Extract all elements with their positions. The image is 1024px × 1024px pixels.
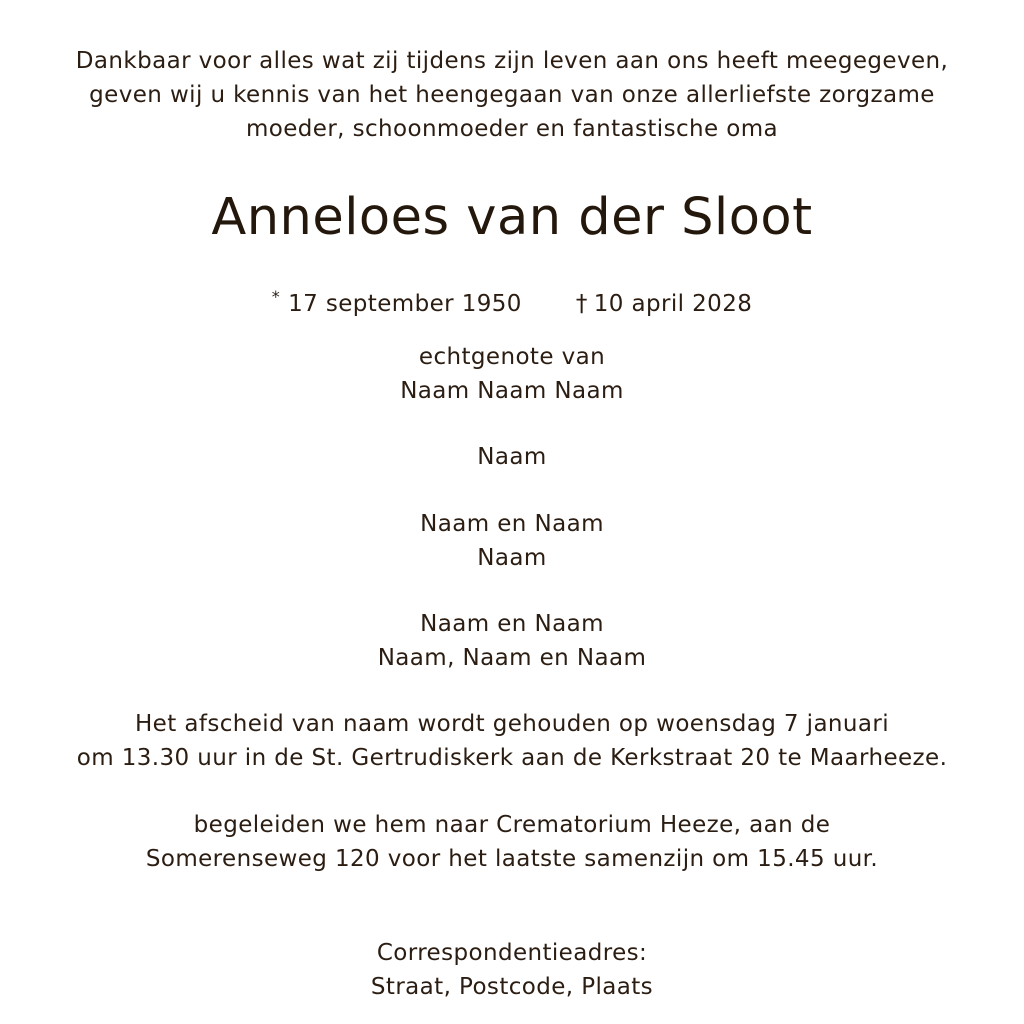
intro-line: moeder, schoonmoeder en fantastische oma bbox=[245, 116, 779, 142]
farewell-text bbox=[0, 707, 1024, 775]
death-date-group bbox=[576, 287, 752, 321]
cremation-line: begeleiden we hem naar Crematorium Heeze, aan de bbox=[193, 812, 831, 838]
intro-line: Dankbaar voor alles wat zij tijdens zijn leven aan ons heeft meegegeven, bbox=[75, 48, 949, 74]
family-name-line: Naam en Naam bbox=[420, 611, 604, 637]
correspondence-label: Correspondentieadres: bbox=[376, 940, 648, 966]
cremation-text bbox=[0, 808, 1024, 876]
deceased-name: Anneloes van der Sloot bbox=[211, 188, 813, 247]
cremation-line: Somerenseweg 120 voor het laatste samenzijn om 15.45 uur. bbox=[145, 846, 879, 872]
family-name-line: Naam bbox=[477, 545, 547, 571]
family-name-line: Naam, Naam en Naam bbox=[377, 645, 647, 671]
spouse-name: Naam Naam Naam bbox=[400, 378, 624, 404]
spouse-section bbox=[0, 340, 1024, 408]
correspondence-address-line: Straat, Postcode, Plaats bbox=[370, 974, 654, 1000]
birth-star-icon: * bbox=[271, 287, 281, 306]
correspondence-address bbox=[0, 936, 1024, 1004]
family-group-3 bbox=[0, 607, 1024, 675]
farewell-line: om 13.30 uur in de St. Gertrudiskerk aan de Kerkstraat 20 te Maarheeze. bbox=[76, 745, 948, 771]
intro-text bbox=[0, 44, 1024, 146]
family-name-line: Naam bbox=[477, 444, 547, 470]
intro-line: geven wij u kennis van het heengegaan van onze allerliefste zorgzame bbox=[89, 82, 935, 108]
farewell-line: Het afscheid van naam wordt gehouden op woensdag 7 januari bbox=[134, 711, 890, 737]
death-cross-icon: † bbox=[575, 291, 588, 317]
death-date: 10 april 2028 bbox=[593, 291, 753, 317]
family-group-1 bbox=[0, 440, 1024, 474]
family-group-2 bbox=[0, 507, 1024, 575]
spouse-label: echtgenote van bbox=[418, 344, 606, 370]
life-dates bbox=[0, 280, 1024, 321]
birth-date: 17 september 1950 bbox=[288, 291, 522, 317]
birth-date-group bbox=[272, 280, 522, 321]
family-name-line: Naam en Naam bbox=[420, 511, 604, 537]
